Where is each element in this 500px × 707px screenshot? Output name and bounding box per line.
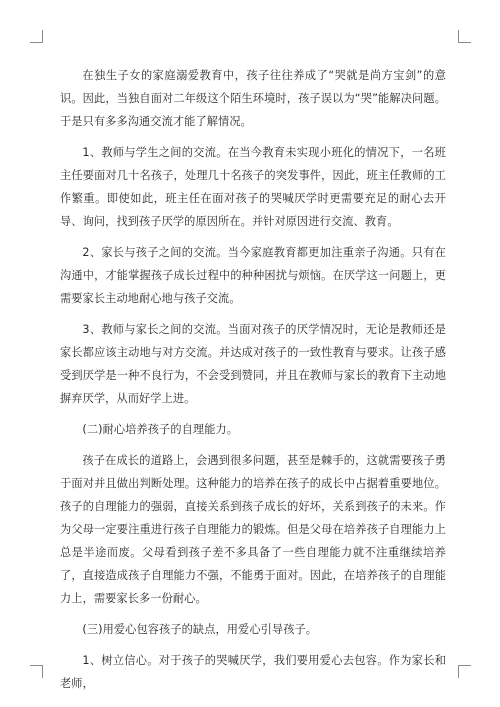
section-heading-love: (三)用爱心包容孩子的缺点，用爱心引导孩子。 bbox=[82, 623, 318, 636]
paragraph-parent-child: 2、家长与孩子之间的交流。当今家庭教育都更加注重亲子沟通。只有在沟通中，才能掌握孩子成长过程中的种种困扰与烦恼。在厌学这一问题上，更需要家长主动地耐心地与孩子交流。 bbox=[60, 246, 446, 305]
crop-mark-top-left bbox=[30, 30, 43, 43]
crop-mark-top-right bbox=[458, 30, 471, 43]
paragraph-teacher-parent: 3、教师与家长之间的交流。当面对孩子的厌学情况时，无论是教师还是家长都应该主动地与对方交流。并达成对孩子的一致性教育与要求。让孩子感受到厌学是一种不良行为，不会受到赞同，并且在教师与家长的教育下主动地摒弃厌学，从而好学上进。 bbox=[60, 323, 446, 405]
crop-mark-bottom-right bbox=[458, 665, 471, 678]
paragraph-confidence: 1、树立信心。对于孩子的哭喊厌学，我们要用爱心去包容。作为家长和老师， bbox=[60, 654, 446, 690]
section-heading-self-care: (二)耐心培养孩子的自理能力。 bbox=[82, 423, 239, 436]
paragraph-intro: 在独生子女的家庭溺爱教育中，孩子往往养成了“哭就是尚方宝剑”的意识。因此，当独自面对二年级这个陌生环境时，孩子误以为“哭”能解决问题。于是只有多多沟通交流才能了解情况。 bbox=[60, 69, 446, 128]
paragraph-teacher-student: 1、教师与学生之间的交流。在当今教育未实现小班化的情况下，一名班主任要面对几十名孩子，处理几十名孩子的突发事件，因此，班主任教师的工作繁重。即使如此，班主任在面对孩子的哭喊厌学时更需要充足的耐心去开导、询问，找到孩子厌学的原因所在。并针对原因进行交流、教育。 bbox=[60, 146, 446, 228]
document-body bbox=[60, 64, 446, 703]
paragraph-self-care: 孩子在成长的道路上，会遇到很多问题，甚至是棘手的，这就需要孩子勇于面对并且做出判断处理。这种能力的培养在孩子的成长中占据着重要地位。孩子的自理能力的强弱，直接关系到孩子成长的好坏，关系到孩子的未来。作为父母一定要注重进行孩子自理能力的锻炼。但是父母在培养孩子自理能力上总是半途而废。父母看到孩子差不多具备了一些自理能力就不注重继续培养了，直接造成孩子自理能力不强，不能勇于面对。因此，在培养孩子的自理能力上，需要家长多一份耐心。 bbox=[60, 454, 446, 605]
crop-mark-bottom-left bbox=[30, 665, 43, 678]
